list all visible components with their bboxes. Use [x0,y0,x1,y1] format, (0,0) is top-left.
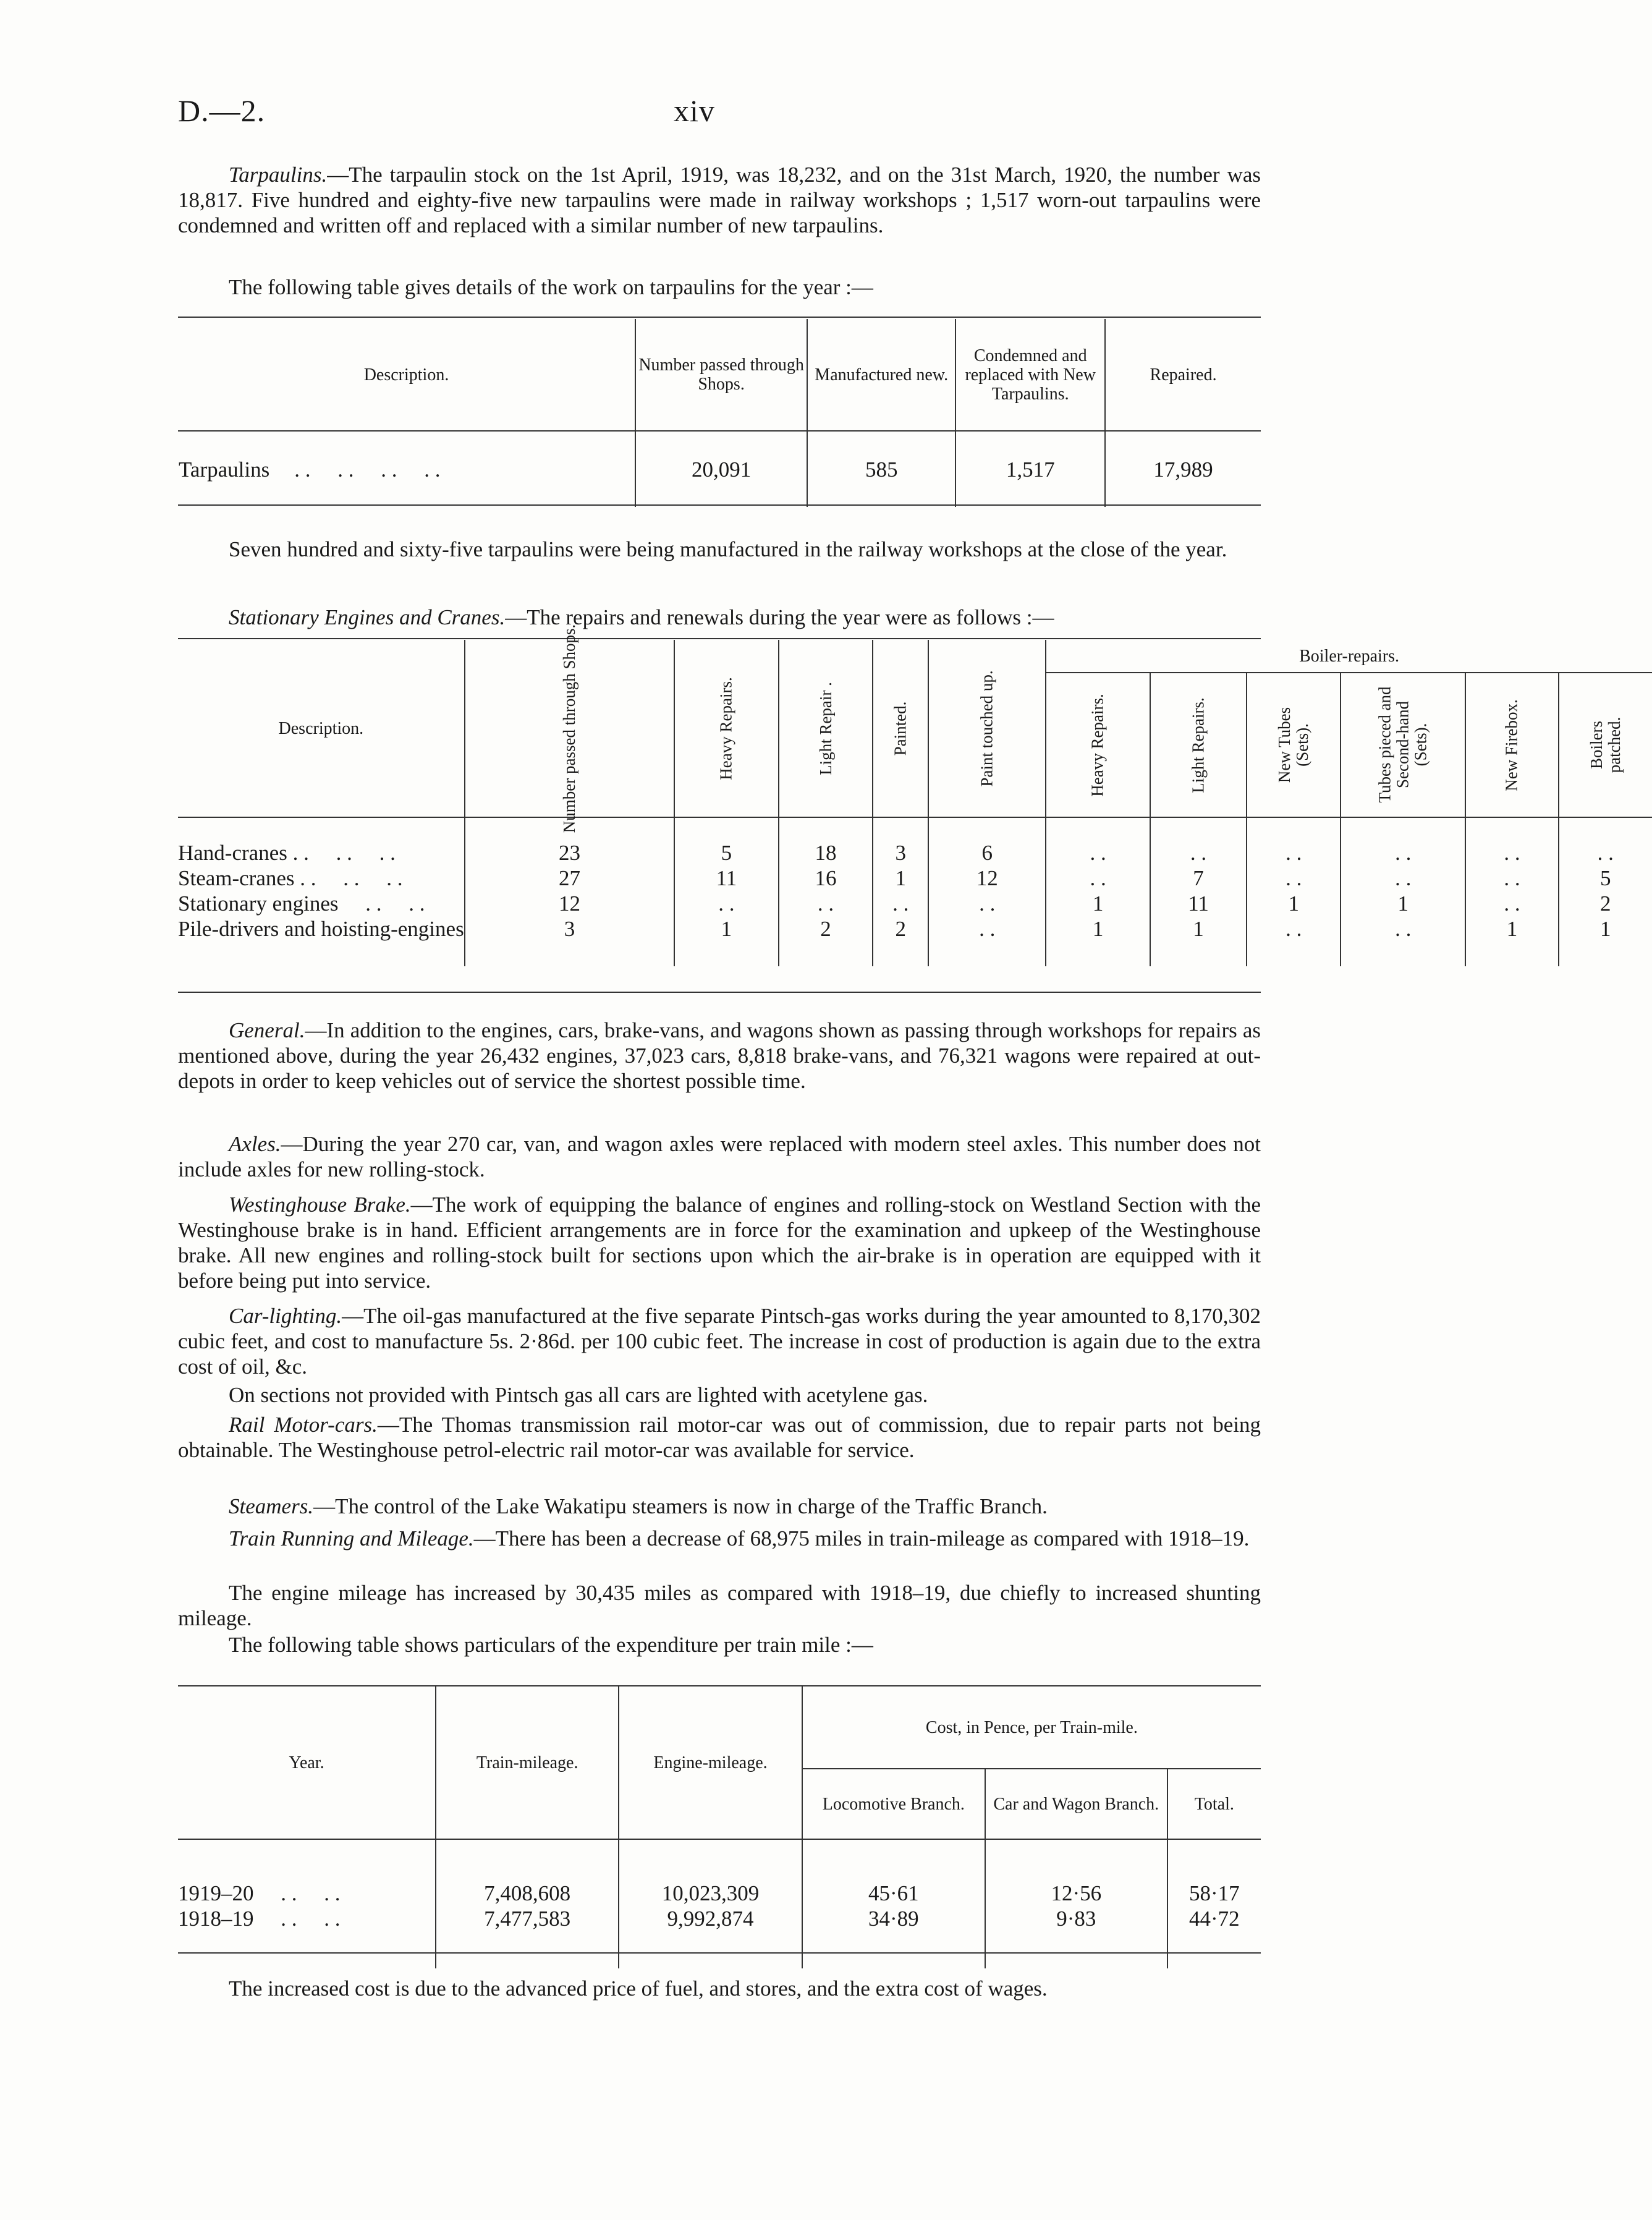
paragraph-stationary [178,605,1261,630]
engine-row-value: 1 [1247,891,1341,916]
exp-header-loco: Locomotive Branch. [802,1769,985,1839]
exp-cell-train: 7,477,583 [436,1906,619,1968]
tarp-header-description: Description. [363,365,449,385]
engine-header-passed [465,624,674,833]
tarp-table-top-rule [178,317,1261,318]
paragraph-engine-mileage: The engine mileage has increased by 30,435 miles as compared with 1918–19, due chiefly to increased shunting mileage. [178,1581,1261,1630]
paragraph-exp-intro: The following table shows particulars of the expenditure per train mile :— [229,1633,873,1657]
paragraph-tarpaulins [178,162,1261,238]
exp-cell-year: 1919–20 . . . . [178,1881,341,1905]
engine-row-value: 27 [465,865,674,891]
tarp-passed-value: 20,091 [635,431,807,507]
paragraph-steamers [178,1494,1261,1519]
boiler-header-firebox-text: New Firebox. [1502,699,1522,791]
engine-table-bottom-rule [178,992,1261,993]
engine-row-value: 1 [1465,916,1558,966]
text-axles: —During the year 270 car, van, and wagon axles were replaced with modern steel axles. This number does not include axles for new rolling-stock. [178,1132,1261,1181]
lead-tarpaulins: Tarpaulins. [229,163,328,187]
engine-row-value: 1 [1559,916,1652,966]
table-row [178,1839,1261,1906]
text-train: —There has been a decrease of 68,975 miles in train-mileage as compared with 1918–19. [473,1526,1250,1550]
exp-header-engine: Engine-mileage. [619,1686,802,1839]
tarp-repaired-value: 17,989 [1105,431,1261,507]
boiler-header-light [1150,673,1247,817]
text-carlighting: —The oil-gas manufactured at the five separate Pintsch-gas works during the year amounted to 8,170,302 cubic feet, and cost to manufacture 5s. 2·86d. per 100 cubic feet. The increase in cost of production is again due to the extra cost of oil, &c. [178,1304,1261,1379]
engine-row-value: . . [1341,817,1465,865]
exp-cell-total: 44·72 [1167,1906,1261,1968]
paragraph-train [178,1526,1261,1551]
boiler-header-patched-text: Boilers patched. [1586,717,1624,773]
exp-header-year: Year. [178,1686,436,1839]
tarp-manufactured-value: 585 [807,431,955,507]
lead-westinghouse: Westinghouse Brake. [229,1193,411,1217]
engine-row-value: 5 [1559,865,1652,891]
engine-header-description: Description. [178,640,465,817]
engine-row-value: 2 [873,916,928,966]
boiler-header-tubes-pieced [1341,673,1465,817]
exp-table-bottom-rule [178,1952,1261,1954]
tarp-header-manufactured: Manufactured new. [807,319,955,431]
engine-row-value: . . [1341,865,1465,891]
text-steamers: —The control of the Lake Wakatipu steamers is now in charge of the Traffic Branch. [313,1494,1048,1518]
engine-row-value: 1 [1046,916,1150,966]
exp-cell-loco: 45·61 [802,1839,985,1906]
exp-cell-engine: 10,023,309 [619,1839,802,1906]
boiler-header-new-tubes-text: New Tubes (Sets). [1275,707,1312,783]
engine-row-value: . . [1465,865,1558,891]
lead-general: General. [229,1018,305,1042]
engine-row-value: 3 [873,817,928,865]
engine-table-top-rule [178,638,1261,639]
engine-row-value: . . [873,891,928,916]
engine-row-value: . . [1046,817,1150,865]
engine-row-value: 1 [873,865,928,891]
paragraph-carlighting [178,1303,1261,1379]
lead-train: Train Running and Mileage. [229,1526,474,1550]
lead-carlighting: Car-lighting. [229,1304,342,1328]
text-stationary: —The repairs and renewals during the year were as follows :— [505,605,1054,629]
engine-row-value: 5 [674,817,778,865]
tarp-header-condemned: Condemned and replaced with New Tarpaulins. [955,319,1105,431]
exp-cell-engine: 9,992,874 [619,1906,802,1968]
paragraph-closing: The increased cost is due to the advanced price of fuel, and stores, and the extra cost of wages. [229,1976,1048,2001]
boiler-header-heavy [1046,673,1150,817]
engine-row-value: . . [928,916,1046,966]
engine-row-value: 2 [1559,891,1652,916]
engine-header-light [779,640,873,817]
engine-header-light-text: Light Repair . [816,681,835,775]
boiler-header-heavy-text: Heavy Repairs. [1088,693,1108,797]
tarp-label-dots: . . . . . . . . [294,457,441,482]
engine-row-value: 6 [928,817,1046,865]
engine-row-value: 11 [1150,891,1247,916]
exp-header-car: Car and Wagon Branch. [985,1769,1167,1839]
engine-header-touched [928,640,1046,817]
boiler-header-tubes-pieced-text: Tubes pieced and Second-hand (Sets). [1375,686,1430,803]
engine-row-value: 12 [928,865,1046,891]
engine-row-value: . . [779,891,873,916]
engine-row-value: . . [1559,817,1652,865]
text-westinghouse: —The work of equipping the balance of engines and rolling-stock on Westland Section with the Westinghouse brake is in hand. Efficient arrangements are in force for the examination and upkeep of the Westinghouse brake. All new engines and rolling-stock built for sections upon which the air-brake is in operation are equipped with it before being put into service. [178,1193,1261,1293]
engine-row-value: 1 [1150,916,1247,966]
engine-row-value: 23 [465,817,674,865]
engine-row-value: . . [674,891,778,916]
paragraph-axles [178,1131,1261,1182]
engine-row-value: 1 [1341,891,1465,916]
engine-row-label: Hand-cranes . . . . . . [178,841,396,865]
engine-row-value: . . [1247,865,1341,891]
engine-row-value: . . [1341,916,1465,966]
exp-cell-year: 1918–19 . . . . [178,1907,341,1931]
engine-row-label: Pile-drivers and hoisting-engines [178,917,464,941]
engine-row-value: 3 [465,916,674,966]
engine-row-value: . . [1150,817,1247,865]
engine-header-heavy-text: Heavy Repairs. [716,676,735,780]
exp-header-train: Train-mileage. [436,1686,619,1839]
exp-cell-loco: 34·89 [802,1906,985,1968]
exp-header-cost-group: Cost, in Pence, per Train-mile. [802,1686,1261,1769]
engine-row-value: 12 [465,891,674,916]
engine-row-value: 2 [779,916,873,966]
exp-cell-car: 9·83 [985,1906,1167,1968]
tarp-condemned-value: 1,517 [955,431,1105,507]
tarp-header-repaired: Repaired. [1105,319,1261,431]
paragraph-acetylene: On sections not provided with Pintsch gas all cars are lighted with acetylene gas. [229,1383,928,1407]
exp-cell-total: 58·17 [1167,1839,1261,1906]
lead-steamers: Steamers. [229,1494,314,1518]
table-row [178,891,1652,916]
tarp-row-label [178,431,635,507]
table-row [178,916,1652,966]
exp-cell-train: 7,408,608 [436,1839,619,1906]
table-row [178,865,1652,891]
engine-row-value: 1 [1046,891,1150,916]
stationary-engines-table [178,624,1652,966]
text-general: —In addition to the engines, cars, brake-vans, and wagons shown as passing through workshops for repairs as mentioned above, during the year 26,432 engines, 37,023 cars, 8,818 brake-vans, and 76,321 wagons were repaired at out-depots in order to keep vehicles out of service the shortest possible time. [178,1018,1261,1093]
page-number: xiv [674,93,715,128]
tarp-header-passed: Number passed through Shops. [635,319,807,431]
table-row [178,1906,1261,1968]
table-row [178,431,1261,507]
tarpaulin-table [178,319,1261,507]
paragraph-railmotor [178,1412,1261,1463]
tarp-table-bottom-rule [178,504,1261,506]
engine-row-value: 11 [674,865,778,891]
engine-row-value: . . [1465,891,1558,916]
tarp-label-text: Tarpaulins [179,457,270,482]
paragraph-general [178,1018,1261,1094]
engine-row-label: Stationary engines . . . . [178,891,425,916]
boiler-header-patched [1559,673,1652,817]
text-railmotor: —The Thomas transmission rail motor-car was out of commission, due to repair parts not being obtainable. The Westinghouse petrol-electric rail motor-car was available for service. [178,1413,1261,1462]
engine-header-painted-text: Painted. [891,701,910,755]
lead-stationary: Stationary Engines and Cranes. [229,605,506,629]
engine-row-value: . . [1247,817,1341,865]
paragraph-tarp-after: Seven hundred and sixty-five tarpaulins were being manufactured in the railway workshops at the close of the year. [229,537,1227,561]
lead-railmotor: Rail Motor-cars. [229,1413,378,1437]
engine-header-passed-text: Number passed through Shops. [559,624,578,833]
exp-cell-car: 12·56 [985,1839,1167,1906]
boiler-header-new-tubes [1247,673,1341,817]
lead-axles: Axles. [229,1132,281,1156]
engine-row-label: Steam-cranes . . . . . . [178,866,403,890]
engine-header-boiler-group: Boiler-repairs. [1046,640,1651,673]
boiler-header-light-text: Light Repairs. [1188,697,1208,793]
engine-row-value: . . [1046,865,1150,891]
engine-table-body [178,817,1652,966]
page-reference: D.—2. [178,93,266,128]
engine-row-value: 1 [674,916,778,966]
engine-row-value: . . [928,891,1046,916]
engine-row-value: . . [1465,817,1558,865]
exp-header-total: Total. [1167,1769,1261,1839]
text-tarpaulins: —The tarpaulin stock on the 1st April, 1919, was 18,232, and on the 31st March, 1920, the number was 18,817. Five hundred and eighty-five new tarpaulins were made in railway workshops ; 1,517 worn-out tarpaulins were condemned and written off and replaced with a similar number of new tarpaulins. [178,163,1261,237]
engine-row-value: . . [1247,916,1341,966]
expenditure-table-body [178,1839,1261,1968]
paragraph-tarp-intro: The following table gives details of the work on tarpaulins for the year :— [229,275,873,299]
engine-row-value: 7 [1150,865,1247,891]
paragraph-westinghouse [178,1192,1261,1293]
engine-header-painted [873,640,928,817]
expenditure-table [178,1686,1261,1968]
boiler-header-firebox [1465,673,1558,817]
engine-header-touched-text: Paint touched up. [977,670,996,787]
engine-header-heavy [674,640,778,817]
engine-row-value: 16 [779,865,873,891]
engine-row-value: 18 [779,817,873,865]
table-row [178,817,1652,865]
